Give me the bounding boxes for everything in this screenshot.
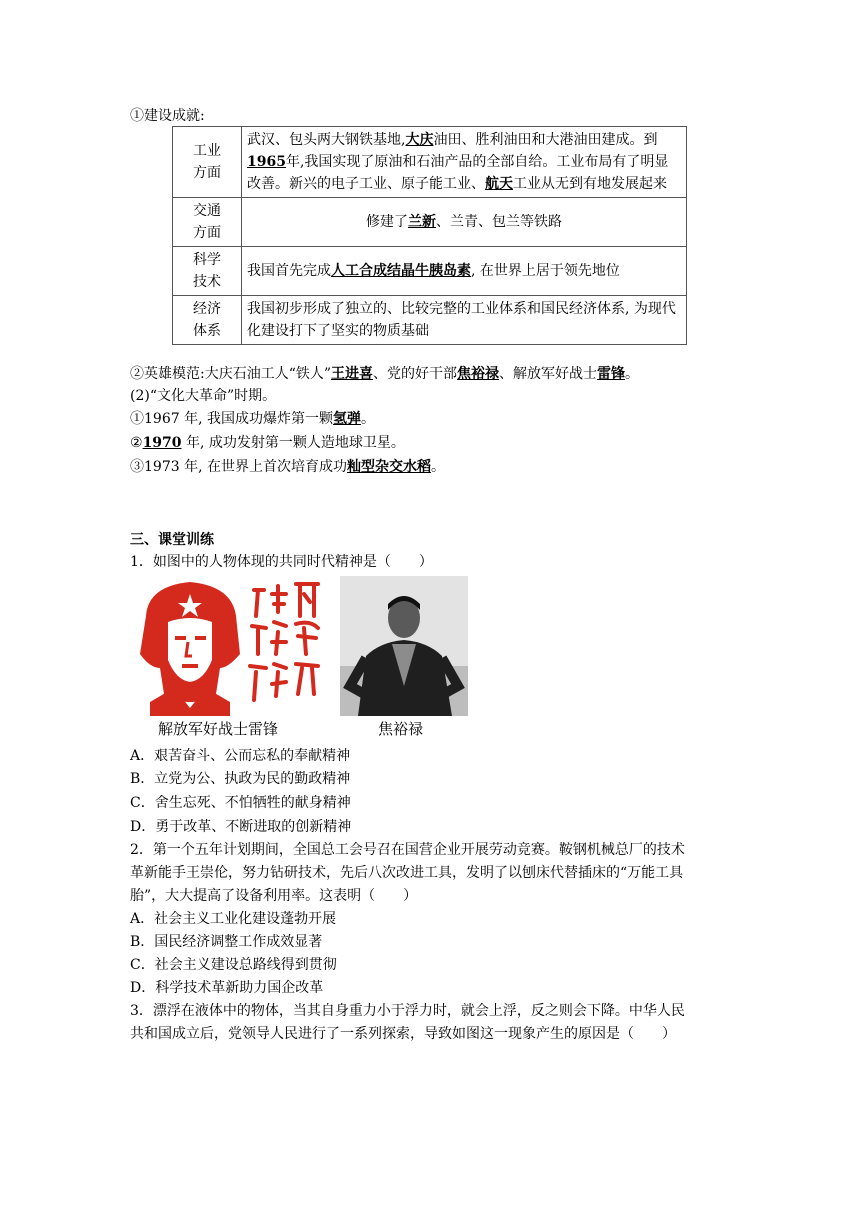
question-1-figures	[128, 576, 468, 741]
jiao-yulu-photo	[340, 576, 468, 738]
list-item: ①1967 年, 我国成功爆炸第一颗氢弹。	[130, 411, 375, 427]
question-3-stem-line: 3．漂浮在液体中的物体，当其自身重力小于浮力时，就会上浮，反之则会下降。中华人民	[130, 1003, 685, 1019]
table-row	[173, 198, 687, 247]
achievements-table	[172, 126, 687, 345]
row-label: 工业 方面	[173, 127, 242, 198]
row-label: 经济 体系	[173, 296, 242, 345]
row-label: 交通 方面	[173, 198, 242, 247]
jiao-yulu-portrait-icon	[340, 576, 468, 716]
lei-feng-portrait-icon	[128, 576, 328, 716]
figure-caption-left: 解放军好战士雷锋	[158, 720, 279, 738]
question-1-stem: 1．如图中的人物体现的共同时代精神是（ ）	[130, 554, 433, 570]
row-content: 武汉、包头两大钢铁基地,大庆油田、胜利油田和大港油田建成。到 1965年,我国实现了原油和石油产品的全部自给。工业布局有了明显改善。新兴的电子工业、原子能工业、航天工业从无到有地发展起来	[242, 127, 687, 198]
figure-caption-right: 焦裕禄	[378, 720, 424, 738]
table-row	[173, 247, 687, 296]
row-content: 我国初步形成了独立的、比较完整的工业体系和国民经济体系, 为现代化建设打下了坚实的物质基础	[242, 296, 687, 345]
heroes-line: ②英雄模范:大庆石油工人“铁人”王进喜、党的好干部焦裕禄、解放军好战士雷锋。	[130, 366, 640, 382]
section-heading-cultural-revolution: (2)“文化大革命”时期。	[130, 388, 277, 404]
question-2-option-d: D．科学技术革新助力国企改革	[130, 980, 324, 996]
question-1-option-a: A．艰苦奋斗、公而忘私的奉献精神	[130, 748, 351, 764]
question-2-option-c: C．社会主义建设总路线得到贯彻	[130, 957, 337, 973]
section-heading-achievements: ①建设成就:	[130, 108, 205, 124]
question-1-option-c: C．舍生忘死、不怕牺牲的献身精神	[130, 795, 351, 811]
question-3-stem-line: 共和国成立后，党领导人民进行了一系列探索，导致如图这一现象产生的原因是（ ）	[130, 1026, 676, 1042]
question-1-option-d: D．勇于改革、不断进取的创新精神	[130, 819, 352, 835]
list-item: ③1973 年, 在世界上首次培育成功籼型杂交水稻。	[130, 459, 445, 475]
list-item: ②1970 年, 成功发射第一颗人造地球卫星。	[130, 435, 405, 451]
row-content: 修建了兰新、兰青、包兰等铁路	[242, 198, 687, 247]
table-row	[173, 127, 687, 198]
question-2-option-a: A．社会主义工业化建设蓬勃开展	[130, 911, 337, 927]
section-heading-class-training: 三、课堂训练	[130, 532, 214, 548]
lei-feng-poster	[128, 576, 328, 738]
question-2-stem-line: 胎”，大大提高了设备利用率。这表明（ ）	[130, 888, 418, 904]
question-2-stem-line: 革新能手王崇伦，努力钻研技术，先后八次改进工具，发明了以刨床代替插床的“万能工具	[130, 865, 684, 881]
table-row	[173, 296, 687, 345]
row-label: 科学 技术	[173, 247, 242, 296]
question-1-option-b: B．立党为公、执政为民的勤政精神	[130, 771, 351, 787]
row-content: 我国首先完成人工合成结晶牛胰岛素, 在世界上居于领先地位	[242, 247, 687, 296]
question-2-stem-line: 2．第一个五年计划期间，全国总工会号召在国营企业开展劳动竞赛。鞍钢机械总厂的技术	[130, 842, 685, 858]
question-2-option-b: B．国民经济调整工作成效显著	[130, 934, 323, 950]
